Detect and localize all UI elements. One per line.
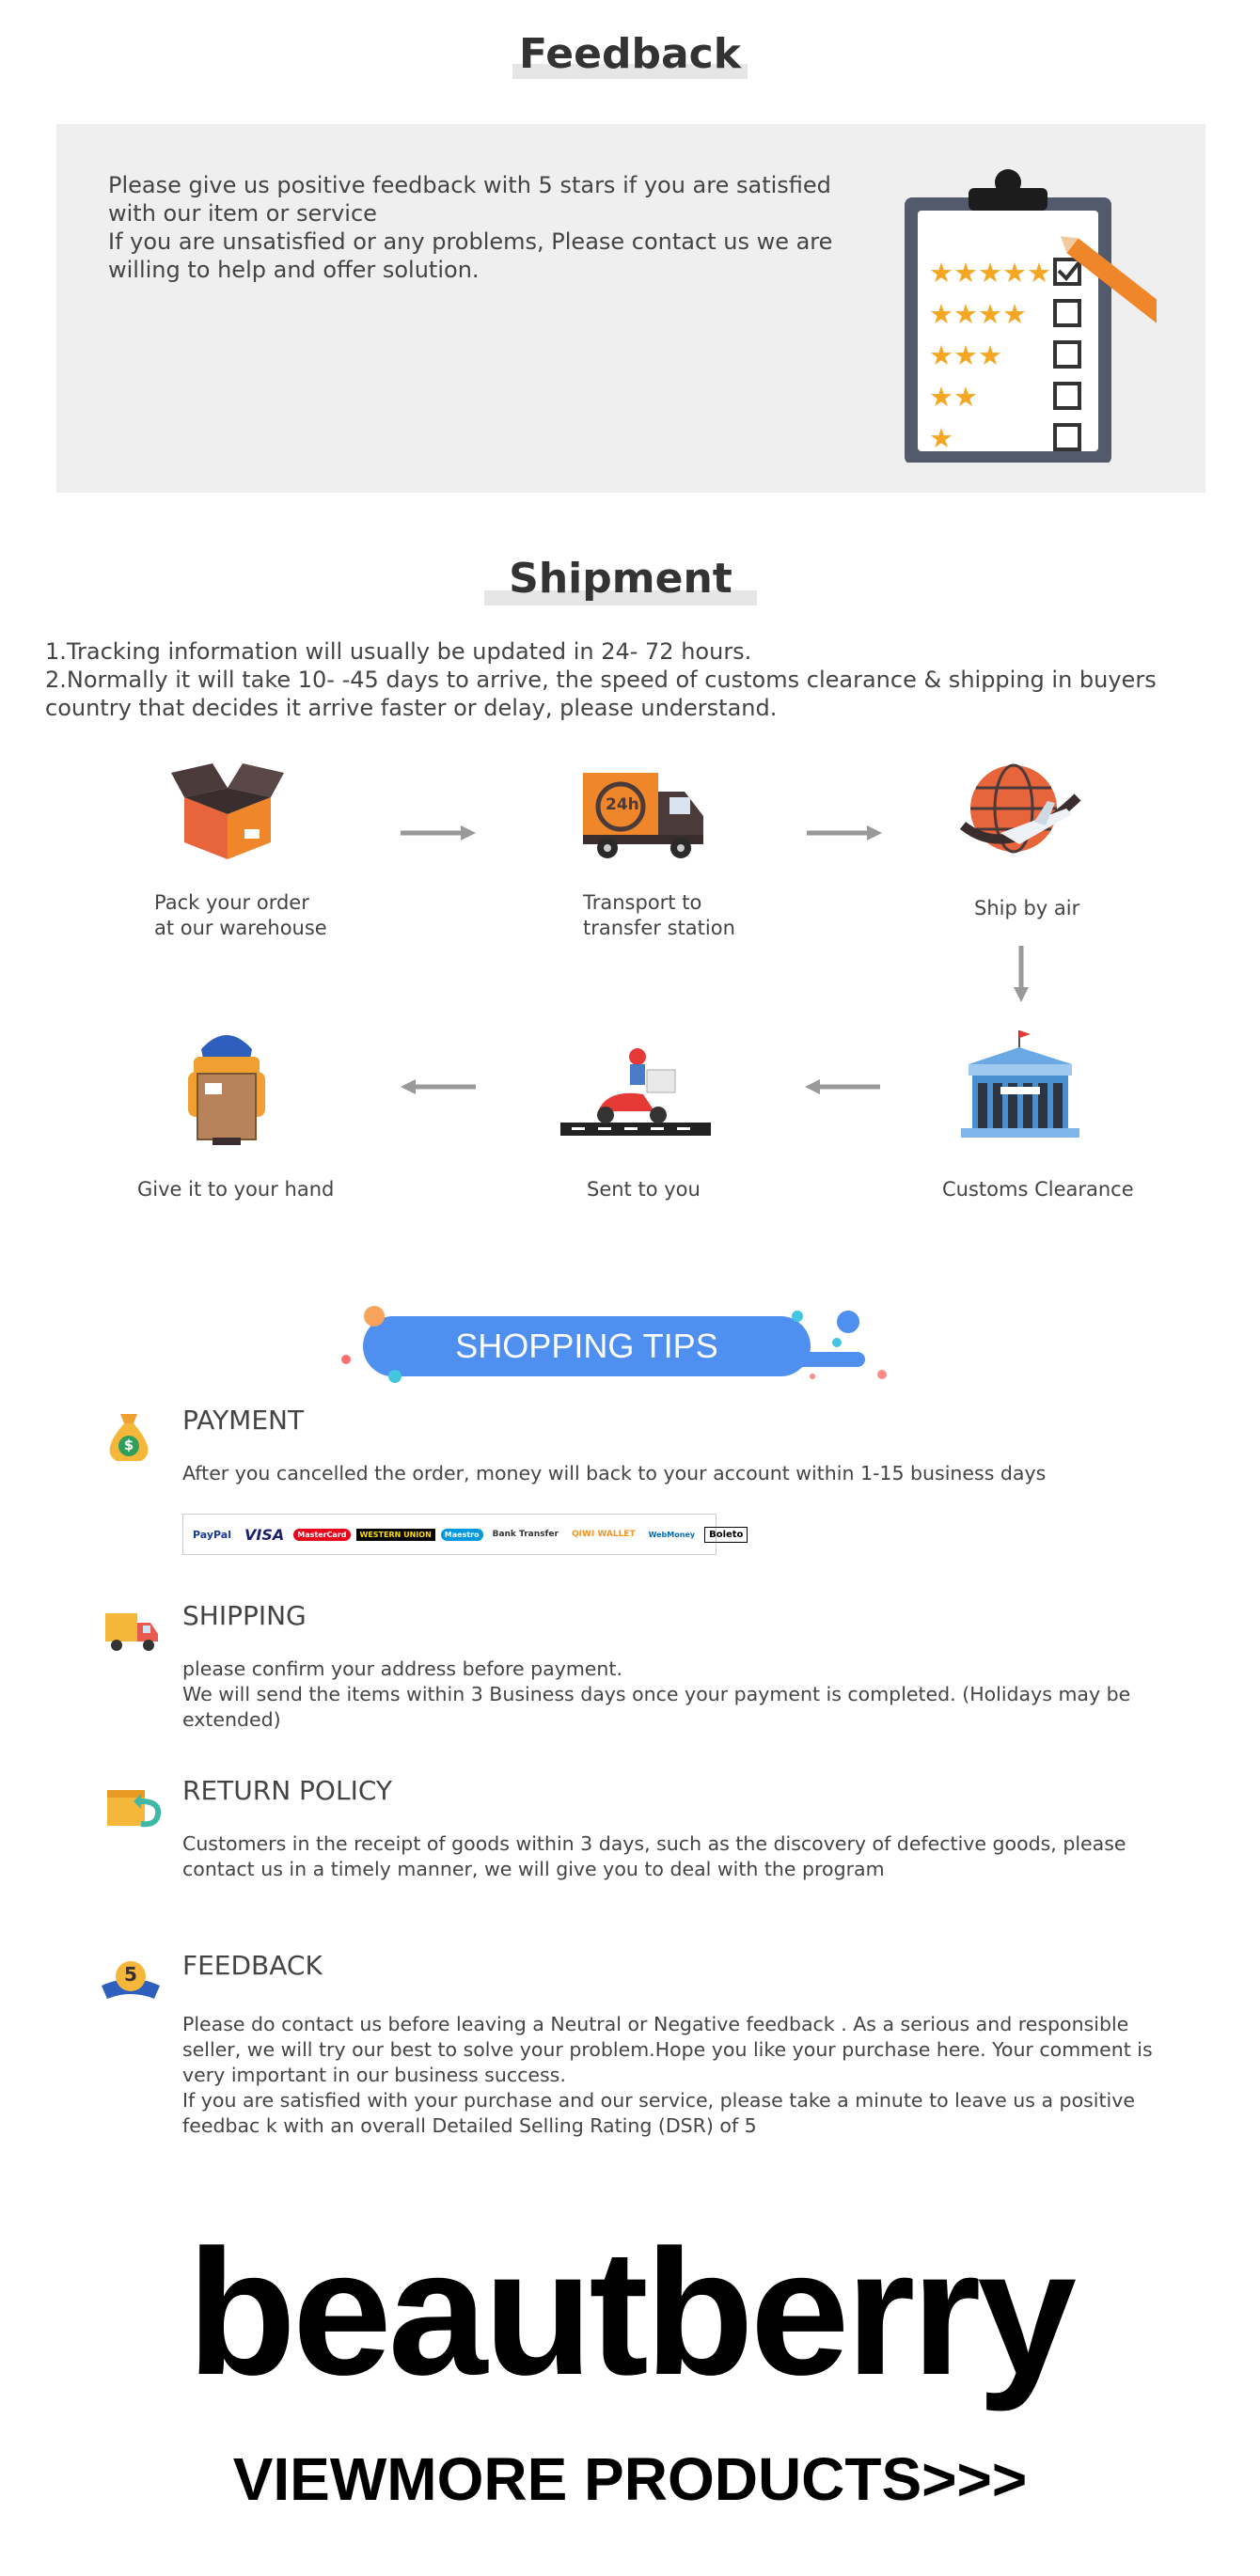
feedback-box xyxy=(56,124,1205,493)
shopping-tips-text: SHOPPING TIPS xyxy=(455,1327,718,1365)
feedback-tip-body xyxy=(182,2012,1189,2139)
arrow-right-icon xyxy=(399,824,478,846)
clipboard-rating-icon xyxy=(893,162,1157,463)
star-rating-list xyxy=(929,252,1051,459)
shipping-title: SHIPPING xyxy=(182,1600,307,1631)
shipment-info xyxy=(45,637,1221,722)
feedback-title: Feedback xyxy=(0,30,1260,78)
shipment-line-2: 2.Normally it will take 10- -45 days to arrive, the speed of customs clearance & shipping in buyers country that decides it arrive faster or delay, please understand. xyxy=(45,667,1157,721)
step-customs-label: Customs Clearance xyxy=(942,1178,1134,1201)
payment-title: PAYMENT xyxy=(182,1405,305,1436)
star-row-2: ★★ xyxy=(929,381,978,413)
shipping-truck-icon xyxy=(103,1608,160,1653)
truck-badge-text: 24h xyxy=(606,795,639,814)
arrow-left-icon xyxy=(399,1077,478,1100)
star-row-5: ★★★★★ xyxy=(929,257,1051,289)
feedback-line-1: Please give us positive feedback with 5 stars if you are satisfied with our item or service xyxy=(108,172,831,227)
western-union-logo: WESTERN UNION xyxy=(356,1529,435,1541)
shipping-body xyxy=(182,1657,1189,1733)
brand-logo-text: beautberry xyxy=(186,2213,1073,2412)
arrow-left-icon xyxy=(803,1077,882,1100)
feedback-tip-line-1: Please do contact us before leaving a Neutral or Negative feedback . As a serious and responsible seller, we will try our best to solve your problem.Hope you like your purchase here. Your comment is very important in our business success. xyxy=(182,2013,1153,2086)
feedback-line-2: If you are unsatisfied or any problems, Please contact us we are willing to help and offer solution. xyxy=(108,228,833,283)
delivery-truck-icon xyxy=(583,769,705,863)
webmoney-logo: WebMoney xyxy=(648,1530,696,1539)
feedback-message xyxy=(108,171,860,284)
return-policy-title: RETURN POLICY xyxy=(182,1775,392,1806)
star-row-1: ★ xyxy=(929,422,953,454)
shipment-line-1: 1.Tracking information will usually be updated in 24- 72 hours. xyxy=(45,638,752,665)
courier-person-icon xyxy=(184,1025,269,1147)
shopping-tips-banner xyxy=(329,1299,893,1390)
step-sent-label: Sent to you xyxy=(587,1178,701,1201)
shipping-line-1: please confirm your address before payment. xyxy=(182,1657,622,1680)
qiwi-logo: QIWI WALLET xyxy=(571,1530,636,1539)
money-bag-icon: $ xyxy=(105,1410,152,1463)
customs-building-icon xyxy=(959,1029,1081,1141)
payment-body: After you cancelled the order, money will back to your account within 1-15 business days xyxy=(182,1462,1047,1484)
view-more-products-link[interactable]: VIEWMORE PRODUCTS>>> xyxy=(232,2445,1028,2513)
feedback-tip-title: FEEDBACK xyxy=(182,1950,323,1981)
maestro-logo: Maestro xyxy=(441,1529,483,1541)
paypal-logo: PayPal xyxy=(193,1528,231,1541)
package-box-icon xyxy=(171,760,284,863)
arrow-down-icon xyxy=(1012,944,1031,1010)
visa-logo: VISA xyxy=(244,1525,285,1544)
globe-airplane-icon xyxy=(953,760,1085,872)
step-transport-label: Transport to transfer station xyxy=(583,891,735,939)
return-policy-body: Customers in the receipt of goods within 3 days, such as the discovery of defective goods, please contact us in a timely manner, we will give you to deal with the program xyxy=(182,1832,1126,1880)
feedback-tip-line-2: If you are satisfied with your purchase and our service, please take a minute to leave us a positive feedbac k with an overall Detailed Selling Rating (DSR) of 5 xyxy=(182,2089,1135,2137)
boleto-logo: Boleto xyxy=(704,1527,748,1543)
star-row-3: ★★★ xyxy=(929,339,1002,371)
bank-transfer-logo: Bank Transfer xyxy=(492,1530,559,1539)
mastercard-logo: MasterCard xyxy=(293,1529,350,1541)
step-air-label: Ship by air xyxy=(974,897,1080,919)
arrow-right-icon xyxy=(805,824,884,846)
step-pack-label: Pack your order at our warehouse xyxy=(154,891,327,939)
star-row-4: ★★★★ xyxy=(929,298,1027,330)
shipment-title: Shipment xyxy=(0,555,1251,603)
payment-methods-strip xyxy=(182,1514,744,1555)
return-box-icon xyxy=(105,1783,162,1830)
step-hand-label: Give it to your hand xyxy=(137,1178,335,1201)
badge-number: 5 xyxy=(124,1963,137,1986)
five-star-badge-icon xyxy=(98,1957,164,2004)
delivery-scooter-icon xyxy=(560,1045,711,1139)
shipping-line-2: We will send the items within 3 Business days once your payment is completed. (Holidays may be extended) xyxy=(182,1683,1131,1731)
